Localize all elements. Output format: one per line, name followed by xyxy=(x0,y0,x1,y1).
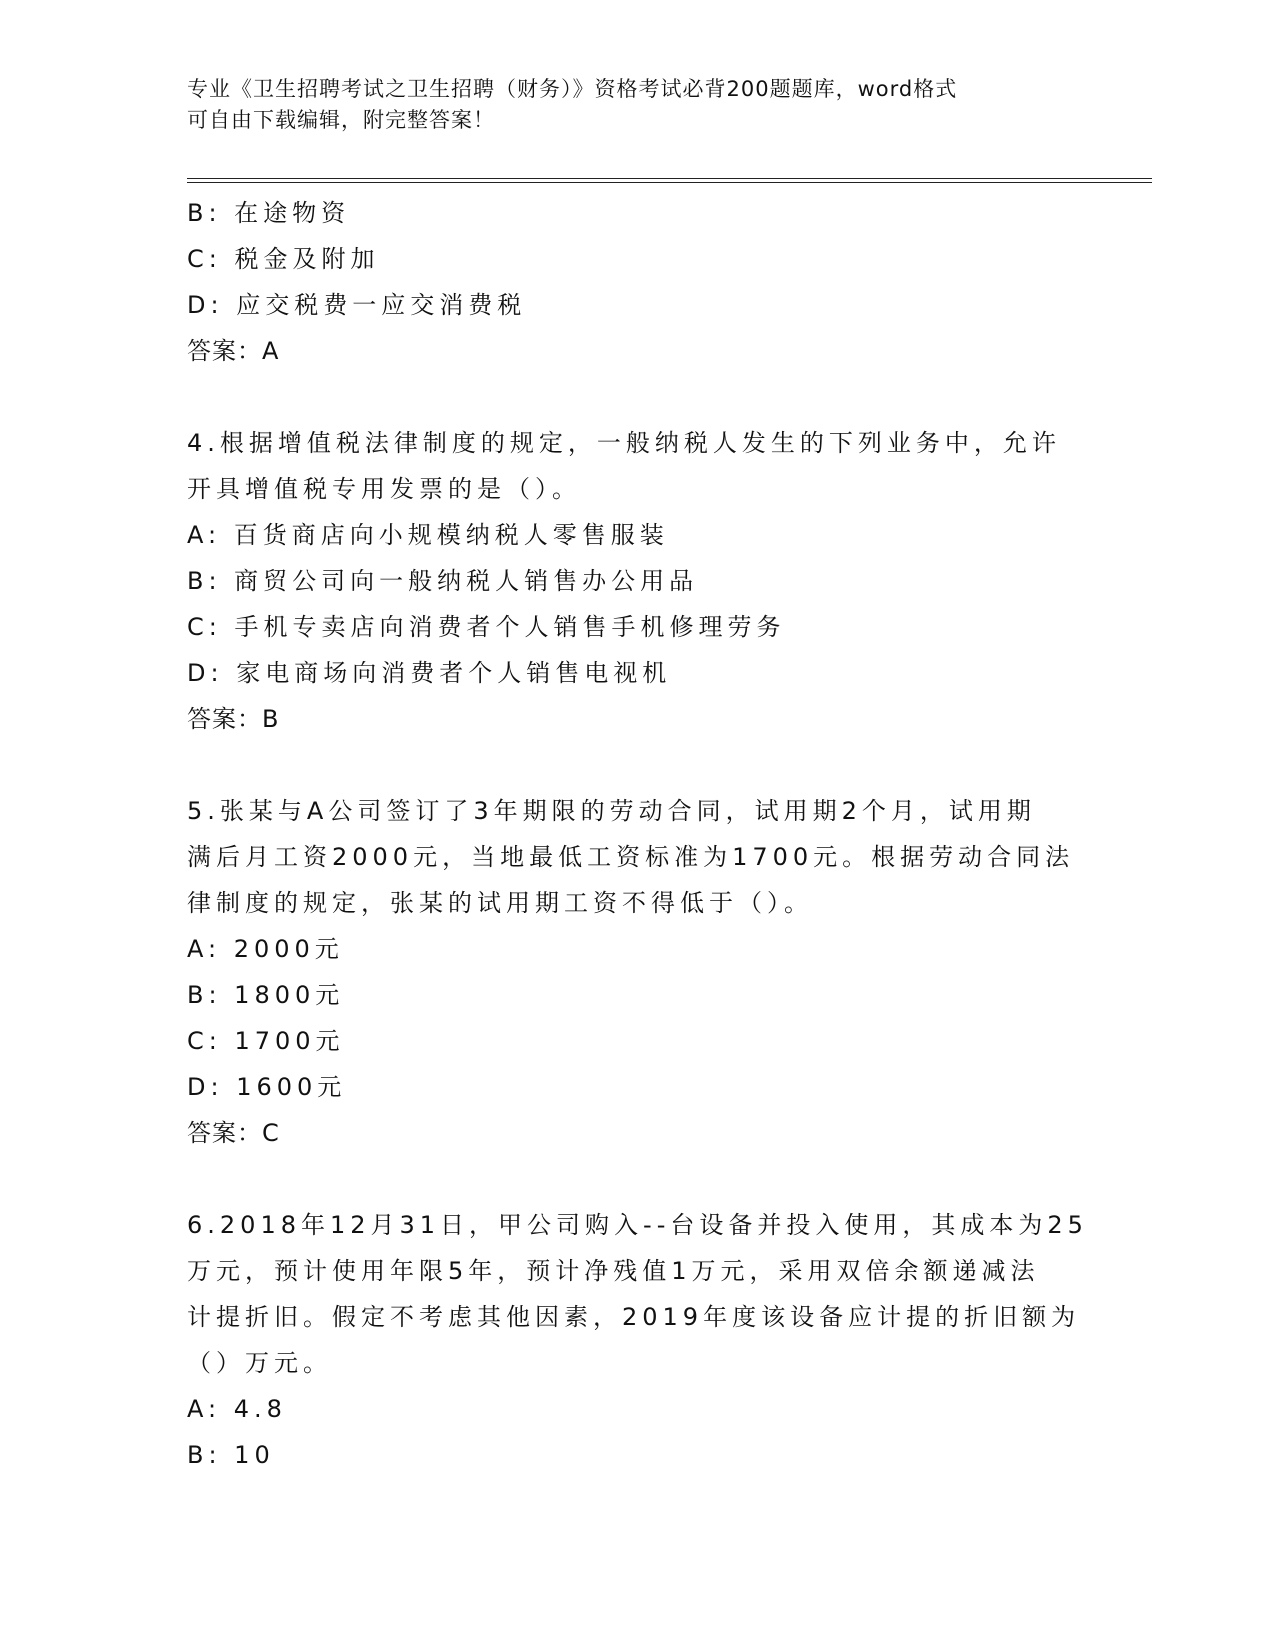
question-text-line: 6.2018年12月31日，甲公司购入--台设备并投入使用，其成本为25 xyxy=(187,1211,1088,1239)
option-d: D: 1600元 xyxy=(187,1073,347,1101)
question-list xyxy=(187,190,1087,1478)
question-text-line: 满后月工资2000元，当地最低工资标准为1700元。根据劳动合同法 xyxy=(187,843,1075,871)
header-line-1: 专业《卫生招聘考试之卫生招聘（财务）》资格考试必背200题题库，word格式 xyxy=(187,77,958,101)
question-block-5 xyxy=(187,788,1087,1156)
answer-line: 答案：C xyxy=(187,1119,280,1147)
option-a: A: 4.8 xyxy=(187,1395,287,1423)
question-block-3 xyxy=(187,190,1087,374)
question-block-6 xyxy=(187,1202,1087,1478)
option-b: B: 1800元 xyxy=(187,981,345,1009)
option-a: A: 2000元 xyxy=(187,935,344,963)
option-b: B: 在途物资 xyxy=(187,199,351,227)
question-text-line: 开具增值税专用发票的是（）。 xyxy=(187,475,581,503)
answer-line: 答案：A xyxy=(187,337,280,365)
option-b: B: 商贸公司向一般纳税人销售办公用品 xyxy=(187,567,699,595)
option-c: C: 1700元 xyxy=(187,1027,345,1055)
spacer xyxy=(187,742,1087,788)
option-b: B: 10 xyxy=(187,1441,275,1469)
option-c: C: 税金及附加 xyxy=(187,245,380,273)
answer-line: 答案：B xyxy=(187,705,280,733)
option-d: D: 应交税费一应交消费税 xyxy=(187,291,527,319)
question-text-line: 万元，预计使用年限5年，预计净残值1万元，采用双倍余额递减法 xyxy=(187,1257,1040,1285)
header-divider-bottom xyxy=(187,182,1152,183)
question-text-line: 计提折旧。假定不考虑其他因素，2019年度该设备应计提的折旧额为 xyxy=(187,1303,1081,1331)
question-text-line: （）万元。 xyxy=(187,1349,332,1377)
spacer xyxy=(187,374,1087,420)
question-text-line: 律制度的规定，张某的试用期工资不得低于（）。 xyxy=(187,889,813,917)
option-d: D: 家电商场向消费者个人销售电视机 xyxy=(187,659,672,687)
option-c: C: 手机专卖店向消费者个人销售手机修理劳务 xyxy=(187,613,786,641)
question-block-4 xyxy=(187,420,1087,742)
question-text-line: 5.张某与A公司签订了3年期限的劳动合同，试用期2个月，试用期 xyxy=(187,797,1036,825)
question-text-line: 4.根据增值税法律制度的规定，一般纳税人发生的下列业务中，允许 xyxy=(187,429,1061,457)
spacer xyxy=(187,1156,1087,1202)
header-line-2: 可自由下载编辑，附完整答案！ xyxy=(187,108,495,132)
option-a: A: 百货商店向小规模纳税人零售服装 xyxy=(187,521,669,549)
document-header xyxy=(187,74,1067,136)
header-divider-top xyxy=(187,178,1152,179)
